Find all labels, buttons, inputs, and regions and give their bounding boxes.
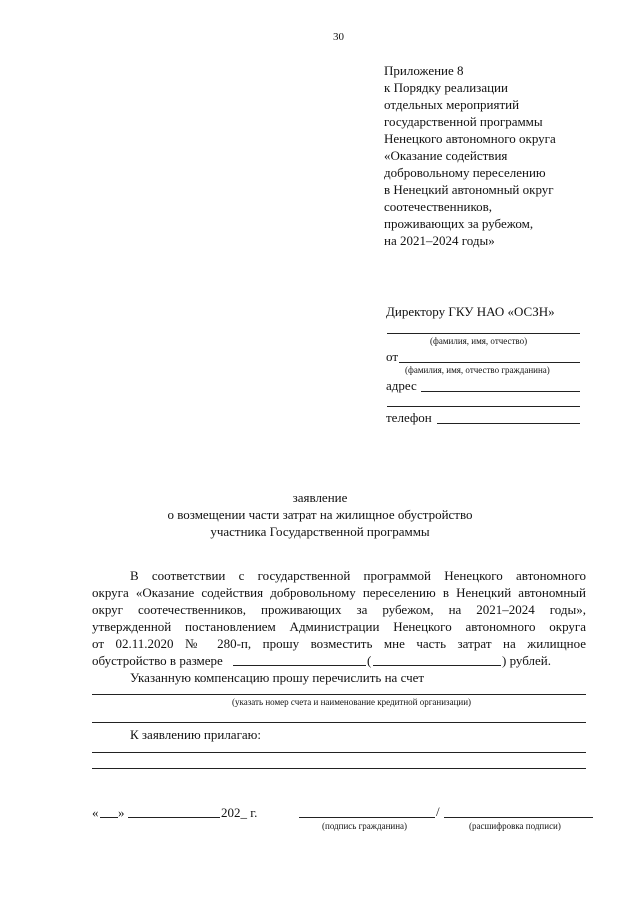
appendix-line: в Ненецкий автономный округ	[384, 182, 554, 197]
appendix-line: добровольному переселению	[384, 165, 546, 180]
body-last-end: ) рублей.	[502, 653, 551, 668]
appendix-line: к Порядку реализации	[384, 80, 508, 95]
attach-label: К заявлению прилагаю:	[130, 727, 262, 742]
account-line-2[interactable]	[92, 722, 586, 723]
decode-line[interactable]	[444, 817, 593, 818]
account-line[interactable]	[92, 694, 586, 695]
from-caption: (фамилия, имя, отчество гражданина)	[405, 365, 550, 375]
body-line: В соответствии с государственной программой Ненецкого автономного	[130, 568, 586, 583]
appendix-line: «Оказание содействия	[384, 148, 508, 163]
address-line[interactable]	[421, 391, 580, 392]
quote-close: »	[118, 805, 125, 820]
from-label: от	[386, 349, 399, 364]
fio-line[interactable]	[387, 333, 580, 334]
appendix-line: Приложение 8	[384, 63, 464, 78]
attach-line-1[interactable]	[92, 752, 586, 753]
body-line: округа «Оказание содействия добровольному переселению в Ненецкий автономный	[92, 585, 586, 600]
body-line: округ соотечественников, проживающих за рубежом, на 2021–2024 годы»,	[92, 602, 586, 617]
account-caption: (указать номер счета и наименование кредитной организации)	[232, 697, 472, 707]
quote-open: «	[92, 805, 99, 820]
page-number: 30	[333, 31, 344, 43]
decode-caption: (расшифровка подписи)	[469, 821, 561, 831]
appendix-line: государственной программы	[384, 114, 543, 129]
appendix-line: отдельных мероприятий	[384, 97, 520, 112]
appendix-line: проживающих за рубежом,	[384, 216, 534, 231]
signature-line[interactable]	[299, 817, 435, 818]
paren-open: (	[367, 653, 372, 668]
address-line-2[interactable]	[387, 406, 580, 407]
phone-line[interactable]	[437, 423, 580, 424]
body-line: утвержденной постановлением Администрации Ненецкого автономного округа	[92, 619, 586, 634]
amount-digits-line[interactable]	[233, 665, 366, 666]
phone-label: телефон	[386, 410, 432, 425]
appendix-line: на 2021–2024 годы»	[384, 233, 495, 248]
title-line-3: участника Государственной программы	[210, 524, 430, 539]
appendix-line: Ненецкого автономного округа	[384, 131, 556, 146]
attach-line-2[interactable]	[92, 768, 586, 769]
body-last-start: обустройство в размере	[92, 653, 223, 668]
title-line-2: о возмещении части затрат на жилищное обустройство	[167, 507, 473, 522]
from-line[interactable]	[399, 362, 580, 363]
account-intro: Указанную компенсацию прошу перечислить на счет	[130, 670, 425, 685]
body-line: от 02.11.2020 № 280-п, прошу возместить мне часть затрат на жилищное	[92, 636, 586, 651]
appendix-block	[384, 62, 556, 249]
month-line[interactable]	[128, 817, 220, 818]
appendix-line: соотечественников,	[384, 199, 493, 214]
year-text: 202_ г.	[221, 805, 258, 820]
amount-words-line[interactable]	[373, 665, 501, 666]
document-title	[0, 489, 640, 540]
fio-caption: (фамилия, имя, отчество)	[430, 336, 528, 346]
addressee-to: Директору ГКУ НАО «ОСЗН»	[386, 304, 555, 319]
title-line-1: заявление	[292, 490, 348, 505]
sign-caption: (подпись гражданина)	[322, 821, 408, 831]
day-line[interactable]	[100, 817, 118, 818]
address-label: адрес	[386, 378, 417, 393]
signature-slash: /	[436, 804, 440, 819]
